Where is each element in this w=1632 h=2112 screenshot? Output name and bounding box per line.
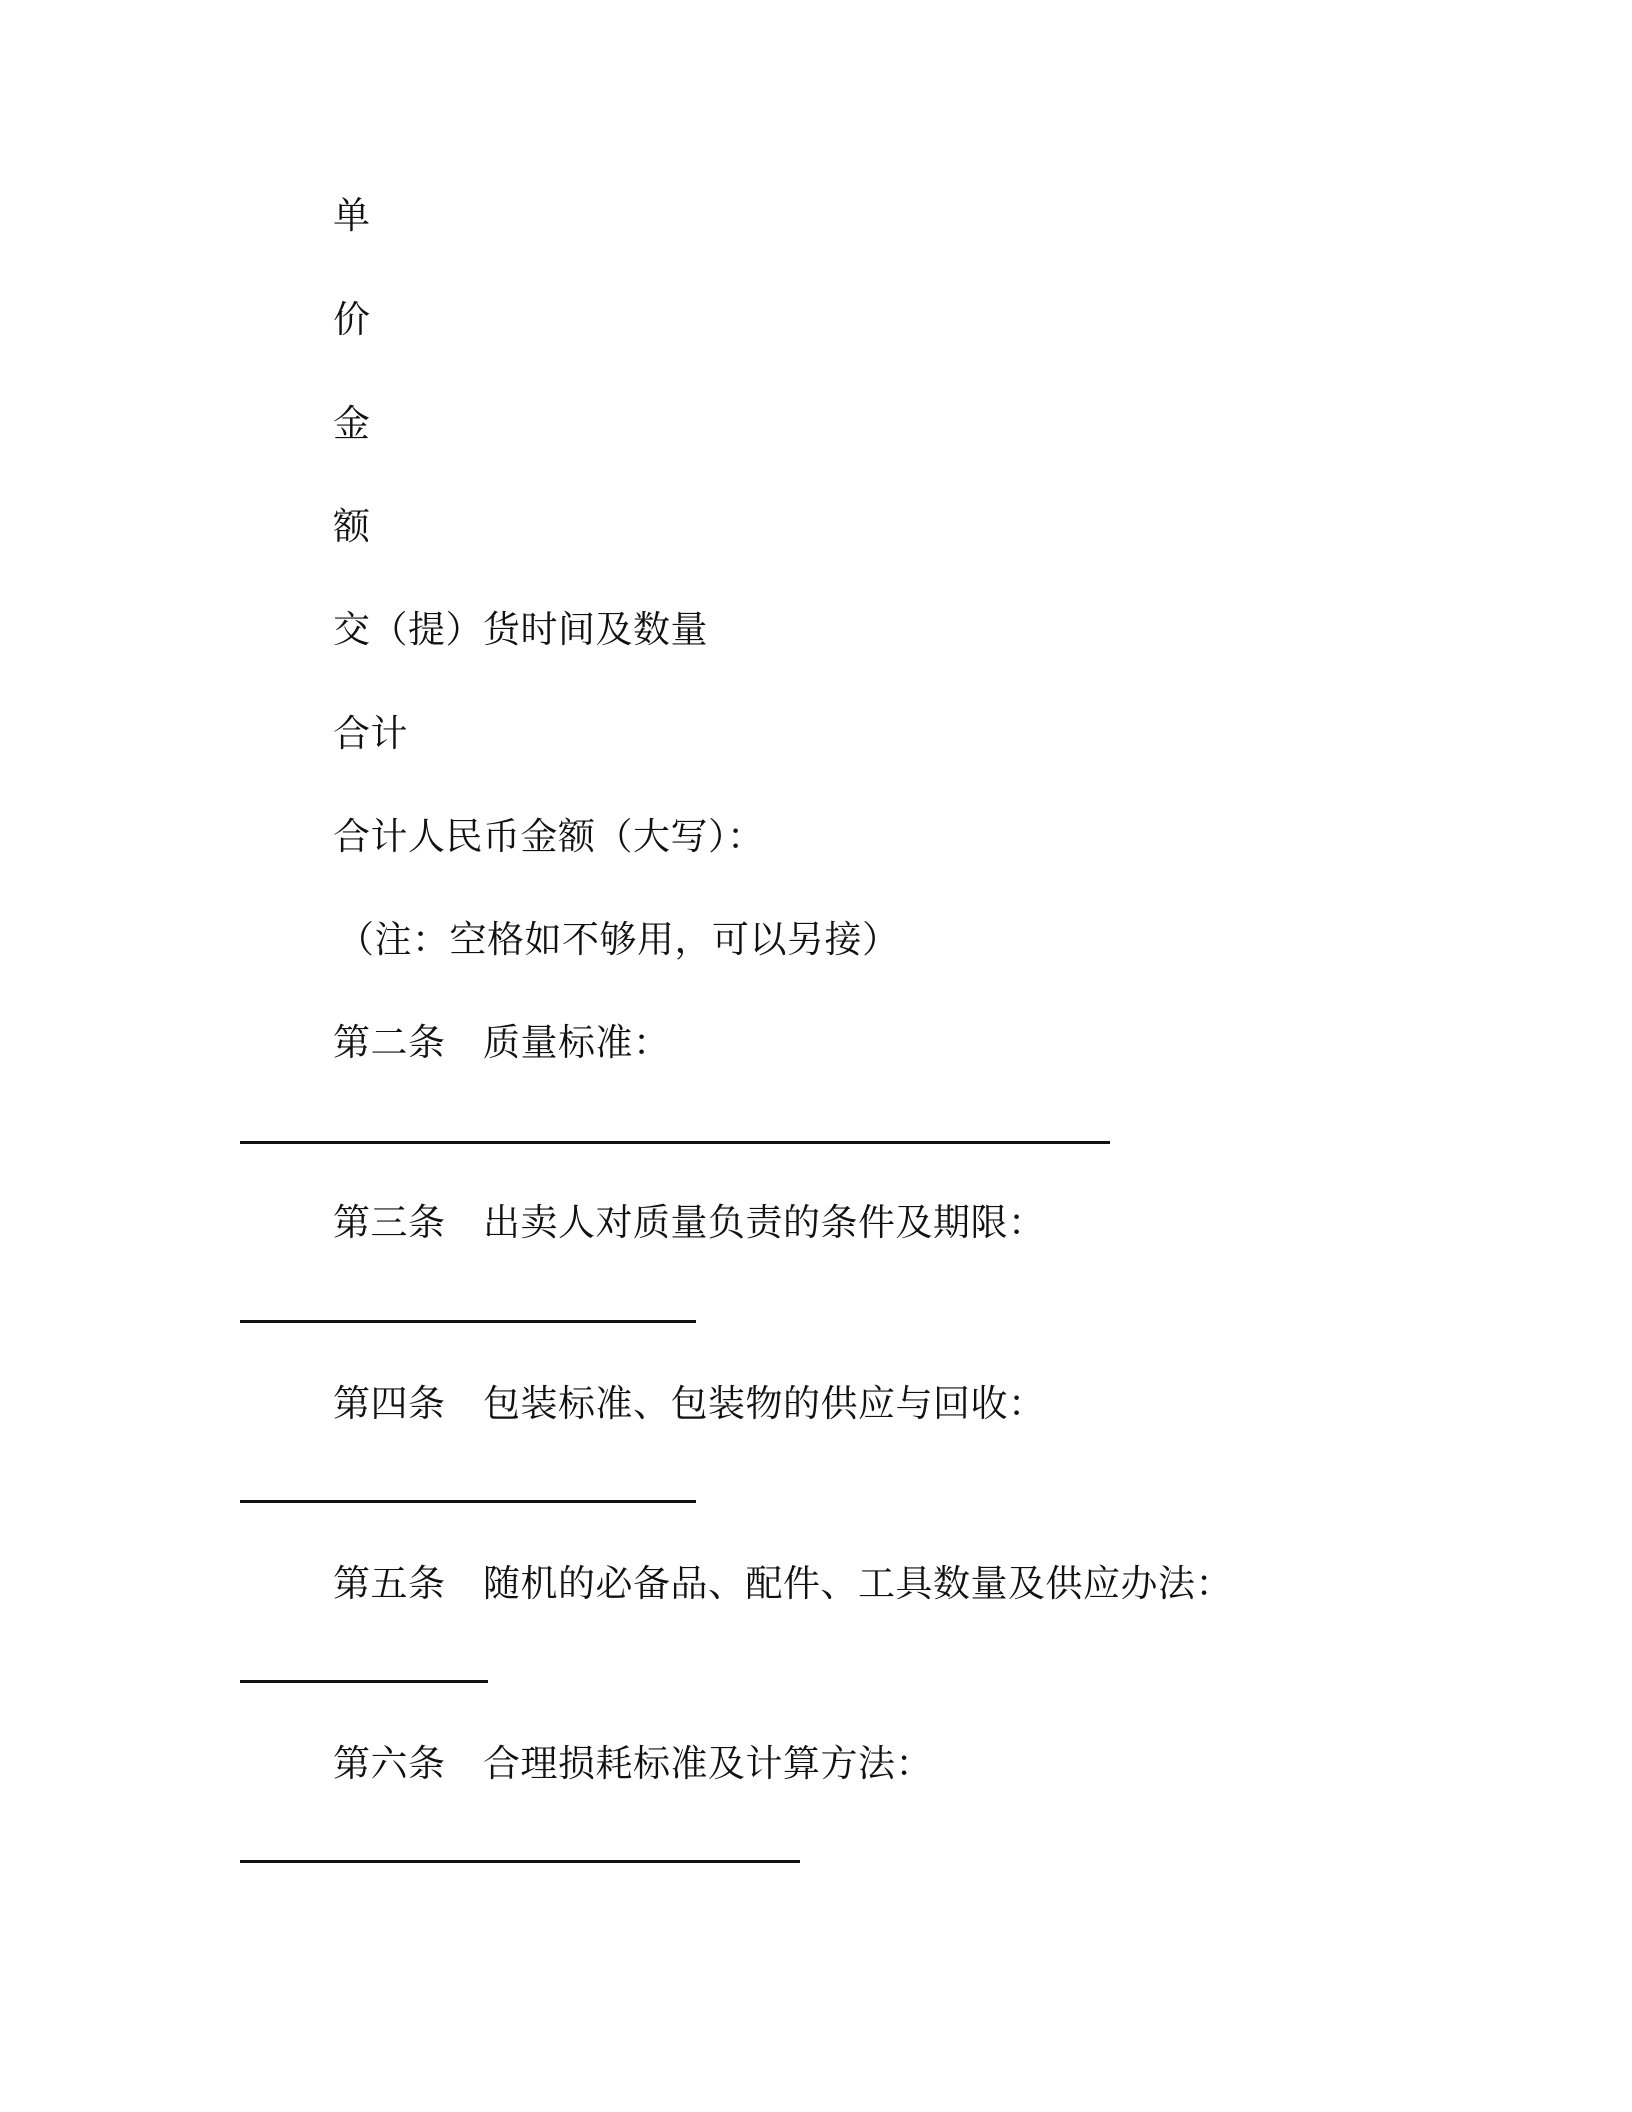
amount-char-2: 额	[333, 505, 371, 548]
article-2-fill-line	[240, 1141, 1110, 1144]
total-heading: 合计	[333, 712, 408, 755]
article-2-heading: 第二条 质量标准：	[333, 1021, 671, 1064]
unit-price-char-2: 价	[333, 298, 371, 341]
blank-space-note: （注：空格如不够用，可以另接）	[337, 918, 900, 961]
article-6-heading: 第六条 合理损耗标准及计算方法：	[333, 1742, 933, 1785]
article-6-fill-line	[240, 1860, 800, 1863]
article-3-fill-line	[240, 1320, 696, 1323]
amount-char-1: 金	[333, 402, 371, 445]
article-5-fill-line	[240, 1680, 488, 1683]
article-5-heading: 第五条 随机的必备品、配件、工具数量及供应办法：	[333, 1562, 1233, 1605]
delivery-time-quantity-heading: 交（提）货时间及数量	[333, 608, 708, 651]
article-4-fill-line	[240, 1500, 696, 1503]
total-rmb-amount-label: 合计人民币金额（大写）：	[333, 815, 765, 858]
article-4-heading: 第四条 包装标准、包装物的供应与回收：	[333, 1382, 1046, 1425]
article-3-heading: 第三条 出卖人对质量负责的条件及期限：	[333, 1201, 1046, 1244]
unit-price-char-1: 单	[333, 194, 371, 237]
